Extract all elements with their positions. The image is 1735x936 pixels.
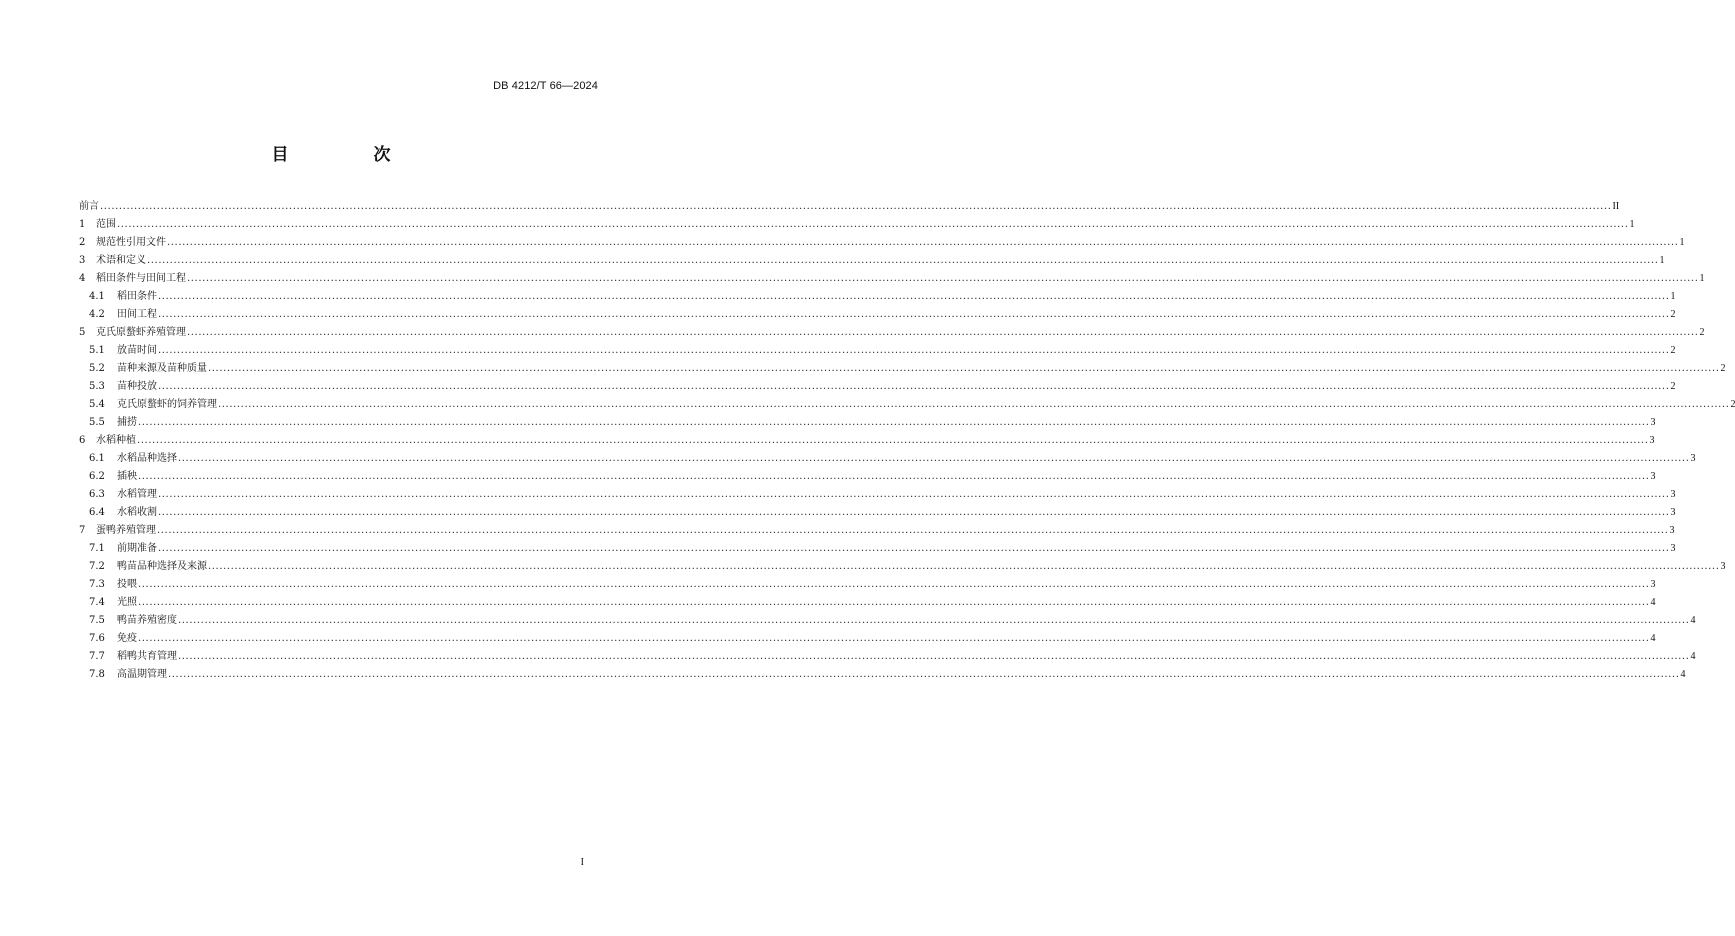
toc-entry[interactable] (79, 432, 1655, 450)
dot-leader: ................................................................................................................................................................................................................................................................................................................................................................................................................ (218, 399, 1730, 410)
dot-leader: ................................................................................................................................................................................................................................................................................................................................................................................................................ (157, 525, 1669, 536)
toc-entry[interactable] (79, 612, 1696, 630)
toc-entry-page: 3 (1650, 471, 1656, 482)
toc-entry-label: 范围 (96, 219, 116, 230)
toc-entry-page: 3 (1670, 489, 1676, 500)
toc-entry-number: 1 (79, 219, 86, 230)
toc-entry[interactable] (79, 306, 1676, 324)
dot-leader: ................................................................................................................................................................................................................................................................................................................................................................................................................ (117, 219, 1629, 230)
toc-entry[interactable] (79, 198, 1620, 216)
toc-entry-number: 7 (79, 525, 86, 536)
toc-entry-page: 3 (1650, 417, 1656, 428)
toc-entry-number: 5.5 (89, 417, 105, 428)
dot-leader: ................................................................................................................................................................................................................................................................................................................................................................................................................ (137, 435, 1649, 446)
toc-entry[interactable] (79, 630, 1656, 648)
toc-entry-number: 7.1 (89, 543, 105, 554)
toc-entry-label: 水稻种植 (96, 435, 136, 446)
toc-entry-label: 放苗时间 (117, 345, 157, 356)
toc-entry[interactable] (79, 360, 1726, 378)
toc-entry-number: 7.3 (89, 579, 105, 590)
toc-entry[interactable] (79, 378, 1676, 396)
dot-leader: ................................................................................................................................................................................................................................................................................................................................................................................................................ (147, 255, 1659, 266)
toc-entry-page: 3 (1720, 561, 1726, 572)
toc-entry-label: 水稻品种选择 (117, 453, 177, 464)
toc-entry-number: 7.6 (89, 633, 105, 644)
toc-entry[interactable] (79, 648, 1696, 666)
dot-leader: ................................................................................................................................................................................................................................................................................................................................................................................................................ (138, 597, 1650, 608)
toc-entry-label: 前期准备 (117, 543, 157, 554)
toc-entry-number: 5.3 (89, 381, 105, 392)
toc-entry[interactable] (79, 594, 1656, 612)
dot-leader: ................................................................................................................................................................................................................................................................................................................................................................................................................ (208, 561, 1720, 572)
toc-entry-page: 4 (1680, 669, 1686, 680)
toc-entry[interactable] (79, 486, 1676, 504)
toc-entry-page: 3 (1670, 543, 1676, 554)
toc-entry[interactable] (79, 450, 1696, 468)
toc-entry-label: 规范性引用文件 (96, 237, 166, 248)
dot-leader: ................................................................................................................................................................................................................................................................................................................................................................................................................ (208, 363, 1720, 374)
toc-entry-number: 7.2 (89, 561, 105, 572)
toc-entry-label: 苗种来源及苗种质量 (117, 363, 207, 374)
toc-entry-number: 7.4 (89, 597, 105, 608)
toc-entry-number: 5 (79, 327, 86, 338)
toc-entry[interactable] (79, 468, 1656, 486)
toc-entry-page: 1 (1629, 219, 1635, 230)
toc-entry[interactable] (79, 396, 1735, 414)
toc-entry-page: 3 (1669, 525, 1675, 536)
toc-entry-page: 2 (1699, 327, 1705, 338)
toc-entry[interactable] (79, 504, 1676, 522)
dot-leader: ................................................................................................................................................................................................................................................................................................................................................................................................................ (158, 381, 1670, 392)
toc-entry-number: 7.8 (89, 669, 105, 680)
toc-entry-number: 6.3 (89, 489, 105, 500)
toc-entry-label: 田间工程 (117, 309, 157, 320)
dot-leader: ................................................................................................................................................................................................................................................................................................................................................................................................................ (167, 237, 1679, 248)
page-title: 目 次 (271, 145, 425, 165)
dot-leader: ................................................................................................................................................................................................................................................................................................................................................................................................................ (100, 201, 1612, 212)
toc-entry-label: 鸭苗品种选择及来源 (117, 561, 207, 572)
toc-entry-label: 水稻管理 (117, 489, 157, 500)
toc-entry-page: 4 (1690, 615, 1696, 626)
toc-entry[interactable] (79, 270, 1705, 288)
toc-entry-page: 3 (1690, 453, 1696, 464)
toc-entry-number: 7.5 (89, 615, 105, 626)
toc-entry-page: 4 (1650, 597, 1656, 608)
toc-entry[interactable] (79, 666, 1686, 684)
toc-entry[interactable] (79, 288, 1676, 306)
toc-entry[interactable] (79, 558, 1726, 576)
toc-entry-number: 5.4 (89, 399, 105, 410)
toc-entry-page: 4 (1690, 651, 1696, 662)
dot-leader: ................................................................................................................................................................................................................................................................................................................................................................................................................ (187, 273, 1699, 284)
toc-entry-label: 免疫 (117, 633, 137, 644)
toc-entry[interactable] (79, 324, 1705, 342)
toc-entry-label: 高温期管理 (117, 669, 167, 680)
toc-entry-label: 插秧 (117, 471, 137, 482)
toc-entry-number: 4.2 (89, 309, 105, 320)
toc-entry-page: 1 (1659, 255, 1665, 266)
table-of-contents (79, 198, 1735, 684)
document-code: DB 4212/T 66—2024 (493, 80, 598, 92)
dot-leader: ................................................................................................................................................................................................................................................................................................................................................................................................................ (158, 507, 1670, 518)
toc-entry-label: 投喂 (117, 579, 137, 590)
toc-entry-number: 4.1 (89, 291, 105, 302)
toc-entry-number: 5.1 (89, 345, 105, 356)
toc-entry[interactable] (79, 252, 1665, 270)
toc-entry-number: 6 (79, 435, 86, 446)
toc-entry-label: 克氏原螯虾的饲养管理 (117, 399, 217, 410)
toc-entry-page: II (1612, 201, 1620, 212)
toc-entry-page: 1 (1679, 237, 1685, 248)
toc-entry-number: 2 (79, 237, 86, 248)
toc-entry-number: 5.2 (89, 363, 105, 374)
toc-entry-number: 6.2 (89, 471, 105, 482)
toc-entry-page: 4 (1650, 633, 1656, 644)
toc-entry-label: 稻鸭共育管理 (117, 651, 177, 662)
toc-entry-label: 光照 (117, 597, 137, 608)
toc-entry[interactable] (79, 576, 1656, 594)
toc-entry-label: 稻田条件与田间工程 (96, 273, 186, 284)
toc-entry-label: 鸭苗养殖密度 (117, 615, 177, 626)
toc-entry-number: 6.4 (89, 507, 105, 518)
toc-entry-page: 2 (1720, 363, 1726, 374)
toc-entry-number: 4 (79, 273, 86, 284)
toc-entry-label: 术语和定义 (96, 255, 146, 266)
toc-entry-page: 1 (1699, 273, 1705, 284)
toc-entry-label: 前言 (79, 201, 99, 212)
toc-entry-page: 2 (1670, 345, 1676, 356)
toc-entry-page: 3 (1649, 435, 1655, 446)
toc-entry-page: 3 (1670, 507, 1676, 518)
toc-entry[interactable] (79, 234, 1685, 252)
dot-leader: ................................................................................................................................................................................................................................................................................................................................................................................................................ (138, 471, 1650, 482)
dot-leader: ................................................................................................................................................................................................................................................................................................................................................................................................................ (178, 615, 1690, 626)
toc-entry[interactable] (79, 216, 1635, 234)
dot-leader: ................................................................................................................................................................................................................................................................................................................................................................................................................ (187, 327, 1699, 338)
dot-leader: ................................................................................................................................................................................................................................................................................................................................................................................................................ (158, 489, 1670, 500)
toc-entry-number: 3 (79, 255, 86, 266)
toc-entry-number: 7.7 (89, 651, 105, 662)
toc-entry[interactable] (79, 414, 1656, 432)
toc-entry-label: 蛋鸭养殖管理 (96, 525, 156, 536)
toc-entry-label: 捕捞 (117, 417, 137, 428)
toc-entry[interactable] (79, 522, 1675, 540)
toc-entry-label: 水稻收割 (117, 507, 157, 518)
toc-entry[interactable] (79, 540, 1676, 558)
dot-leader: ................................................................................................................................................................................................................................................................................................................................................................................................................ (168, 669, 1680, 680)
toc-entry-label: 稻田条件 (117, 291, 157, 302)
dot-leader: ................................................................................................................................................................................................................................................................................................................................................................................................................ (178, 453, 1690, 464)
toc-entry[interactable] (79, 342, 1676, 360)
dot-leader: ................................................................................................................................................................................................................................................................................................................................................................................................................ (138, 579, 1650, 590)
dot-leader: ................................................................................................................................................................................................................................................................................................................................................................................................................ (158, 309, 1670, 320)
toc-entry-label: 苗种投放 (117, 381, 157, 392)
dot-leader: ................................................................................................................................................................................................................................................................................................................................................................................................................ (158, 345, 1670, 356)
dot-leader: ................................................................................................................................................................................................................................................................................................................................................................................................................ (178, 651, 1690, 662)
page-number: I (580, 857, 584, 868)
dot-leader: ................................................................................................................................................................................................................................................................................................................................................................................................................ (138, 633, 1650, 644)
toc-entry-label: 克氏原螯虾养殖管理 (96, 327, 186, 338)
dot-leader: ................................................................................................................................................................................................................................................................................................................................................................................................................ (158, 543, 1670, 554)
dot-leader: ................................................................................................................................................................................................................................................................................................................................................................................................................ (158, 291, 1670, 302)
toc-entry-page: 2 (1670, 381, 1676, 392)
toc-entry-number: 6.1 (89, 453, 105, 464)
toc-entry-page: 3 (1650, 579, 1656, 590)
toc-entry-page: 2 (1670, 309, 1676, 320)
toc-entry-page: 1 (1670, 291, 1676, 302)
toc-entry-page: 2 (1730, 399, 1735, 410)
dot-leader: ................................................................................................................................................................................................................................................................................................................................................................................................................ (138, 417, 1650, 428)
